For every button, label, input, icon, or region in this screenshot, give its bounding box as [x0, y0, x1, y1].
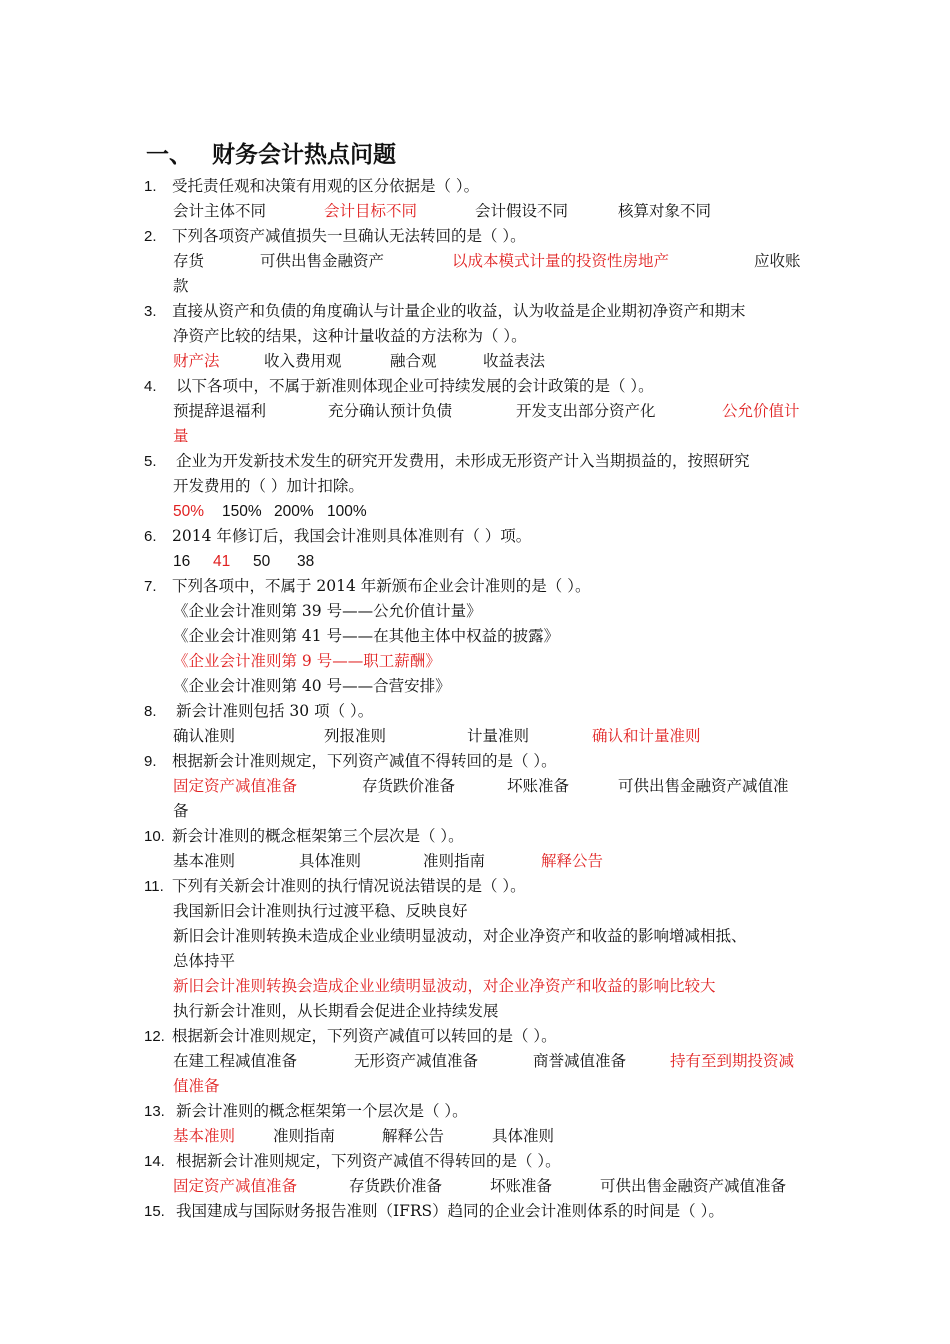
question-text: 新会计准则的概念框架第一个层次是（ ）。 [176, 1102, 468, 1120]
option-a-answer: 财产法 [173, 352, 220, 370]
question-5 [144, 449, 808, 474]
option-b: 无形资产减值准备 [354, 1052, 479, 1070]
options-row [144, 199, 808, 224]
options-row [144, 849, 808, 874]
question-13 [144, 1099, 808, 1124]
question-text: 新会计准则包括 30 项（ ）。 [176, 702, 374, 720]
option-b: 准则指南 [273, 1127, 336, 1145]
option-d-answer: 确认和计量准则 [592, 727, 701, 745]
option-c: 会计假设不同 [475, 202, 569, 220]
options-row [144, 249, 808, 274]
question-text-continued: 净资产比较的结果，这种计量收益的方法称为（ ）。 [173, 327, 527, 345]
option-d-answer: 公允价值计 [722, 402, 800, 420]
options-row [144, 774, 808, 799]
section-heading: 财务会计热点问题 [212, 142, 396, 168]
option-c: 融合观 [390, 352, 437, 370]
option-a: 存货 [173, 252, 205, 270]
option-b-answer: 41 [213, 553, 231, 570]
question-number: 6. [144, 528, 157, 545]
option-d-answer: 解释公告 [541, 852, 604, 870]
option-a-answer: 基本准则 [173, 1127, 236, 1145]
option-d: 收益表法 [483, 352, 546, 370]
question-text: 下列有关新会计准则的执行情况说法错误的是（ ）。 [172, 877, 526, 895]
question-number: 2. [144, 228, 157, 245]
options-row [144, 399, 808, 424]
question-text: 直接从资产和负债的角度确认与计量企业的收益，认为收益是企业期初净资产和期末 [172, 302, 746, 320]
question-14 [144, 1149, 808, 1174]
question-number: 9. [144, 753, 157, 770]
section-title [146, 136, 396, 169]
question-1 [144, 174, 808, 199]
option-a: 在建工程减值准备 [173, 1052, 298, 1070]
option-a: 《企业会计准则第 39 号——公允价值计量》 [173, 602, 482, 620]
question-list [144, 174, 808, 1224]
question-text: 下列各项资产减值损失一旦确认无法转回的是（ ）。 [172, 227, 526, 245]
question-number: 11. [144, 878, 164, 895]
option-a: 基本准则 [173, 852, 236, 870]
option-d: 执行新会计准则，从长期看会促进企业持续发展 [173, 1002, 499, 1020]
option-b: 《企业会计准则第 41 号——在其他主体中权益的披露》 [173, 627, 560, 645]
option-d: 《企业会计准则第 40 号——合营安排》 [173, 677, 451, 695]
option-c: 准则指南 [423, 852, 486, 870]
option-a-answer: 固定资产减值准备 [173, 1177, 298, 1195]
option-c: 坏账准备 [507, 777, 570, 795]
question-3 [144, 299, 808, 324]
option-b: 收入费用观 [264, 352, 342, 370]
option-c-answer: 《企业会计准则第 9 号——职工薪酬》 [173, 652, 441, 670]
option-b: 具体准则 [299, 852, 362, 870]
options-row [144, 1124, 808, 1149]
question-text: 以下各项中，不属于新准则体现企业可持续发展的会计政策的是（ ）。 [176, 377, 654, 395]
question-number: 8. [144, 703, 157, 720]
option-d-continued: 款 [173, 277, 189, 295]
option-b: 新旧会计准则转换未造成企业业绩明显波动，对企业净资产和收益的影响增减相抵、 [173, 927, 747, 945]
option-d-answer: 持有至到期投资减 [670, 1052, 795, 1070]
option-c: 商誉减值准备 [533, 1052, 627, 1070]
option-b: 列报准则 [324, 727, 387, 745]
option-c: 开发支出部分资产化 [516, 402, 656, 420]
question-number: 7. [144, 578, 157, 595]
option-b: 充分确认预计负债 [328, 402, 453, 420]
options-row [144, 549, 808, 574]
option-c-answer: 以成本模式计量的投资性房地产 [452, 252, 670, 270]
question-4 [144, 374, 808, 399]
question-number: 15. [144, 1203, 165, 1220]
question-11 [144, 874, 808, 899]
option-c: 坏账准备 [490, 1177, 553, 1195]
options-row [144, 724, 808, 749]
option-c: 200% [274, 503, 314, 520]
option-b-answer: 会计目标不同 [324, 202, 418, 220]
question-text: 2014 年修订后，我国会计准则具体准则有（ ）项。 [172, 527, 532, 545]
option-b: 存货跌价准备 [349, 1177, 443, 1195]
question-number: 10. [144, 828, 165, 845]
option-c-answer: 新旧会计准则转换会造成企业业绩明显波动，对企业净资产和收益的影响比较大 [173, 977, 716, 995]
question-number: 13. [144, 1103, 165, 1120]
question-text: 受托责任观和决策有用观的区分依据是（ ）。 [172, 177, 480, 195]
options-row [144, 1049, 808, 1074]
options-row [144, 349, 808, 374]
question-text: 根据新会计准则规定，下列资产减值不得转回的是（ ）。 [176, 1152, 561, 1170]
options-row [144, 1174, 808, 1199]
option-a: 确认准则 [173, 727, 236, 745]
option-b: 可供出售金融资产 [260, 252, 385, 270]
options-row [144, 499, 808, 524]
option-d: 可供出售金融资产减值准 [618, 777, 789, 795]
question-7 [144, 574, 808, 599]
question-text: 下列各项中，不属于 2014 年新颁布企业会计准则的是（ ）。 [172, 577, 591, 595]
option-b: 150% [222, 503, 262, 520]
question-text: 我国建成与国际财务报告准则（IFRS）趋同的企业会计准则体系的时间是（ ）。 [176, 1202, 724, 1220]
option-c: 50 [253, 553, 271, 570]
question-number: 5. [144, 453, 157, 470]
option-c: 解释公告 [382, 1127, 445, 1145]
option-c: 计量准则 [467, 727, 530, 745]
option-b-continued: 总体持平 [173, 952, 236, 970]
question-number: 4. [144, 378, 157, 395]
option-b: 存货跌价准备 [362, 777, 456, 795]
option-d: 38 [297, 553, 315, 570]
question-12 [144, 1024, 808, 1049]
question-number: 1. [144, 178, 157, 195]
question-number: 3. [144, 303, 157, 320]
option-d: 核算对象不同 [618, 202, 712, 220]
question-text: 新会计准则的概念框架第三个层次是（ ）。 [172, 827, 464, 845]
question-text: 根据新会计准则规定，下列资产减值可以转回的是（ ）。 [172, 1027, 557, 1045]
option-a: 预提辞退福利 [173, 402, 267, 420]
section-number: 一、 [146, 142, 192, 168]
question-10 [144, 824, 808, 849]
option-d-continued: 备 [173, 802, 189, 820]
option-d: 可供出售金融资产减值准备 [600, 1177, 787, 1195]
option-a: 会计主体不同 [173, 202, 267, 220]
question-2 [144, 224, 808, 249]
option-d-continued: 值准备 [173, 1077, 220, 1095]
question-text: 根据新会计准则规定，下列资产减值不得转回的是（ ）。 [172, 752, 557, 770]
question-text: 企业为开发新技术发生的研究开发费用，未形成无形资产计入当期损益的，按照研究 [176, 452, 750, 470]
question-number: 12. [144, 1028, 165, 1045]
option-d: 应收账 [754, 252, 801, 270]
option-d: 100% [327, 503, 367, 520]
question-8 [144, 699, 808, 724]
option-d: 具体准则 [492, 1127, 555, 1145]
question-15 [144, 1199, 808, 1224]
question-text-continued: 开发费用的（ ）加计扣除。 [173, 477, 364, 495]
option-a-answer: 50% [173, 503, 205, 520]
option-a: 我国新旧会计准则执行过渡平稳、反映良好 [173, 902, 468, 920]
option-d-continued: 量 [173, 427, 189, 445]
option-a: 16 [173, 553, 191, 570]
question-6 [144, 524, 808, 549]
question-number: 14. [144, 1153, 165, 1170]
option-a-answer: 固定资产减值准备 [173, 777, 298, 795]
question-9 [144, 749, 808, 774]
